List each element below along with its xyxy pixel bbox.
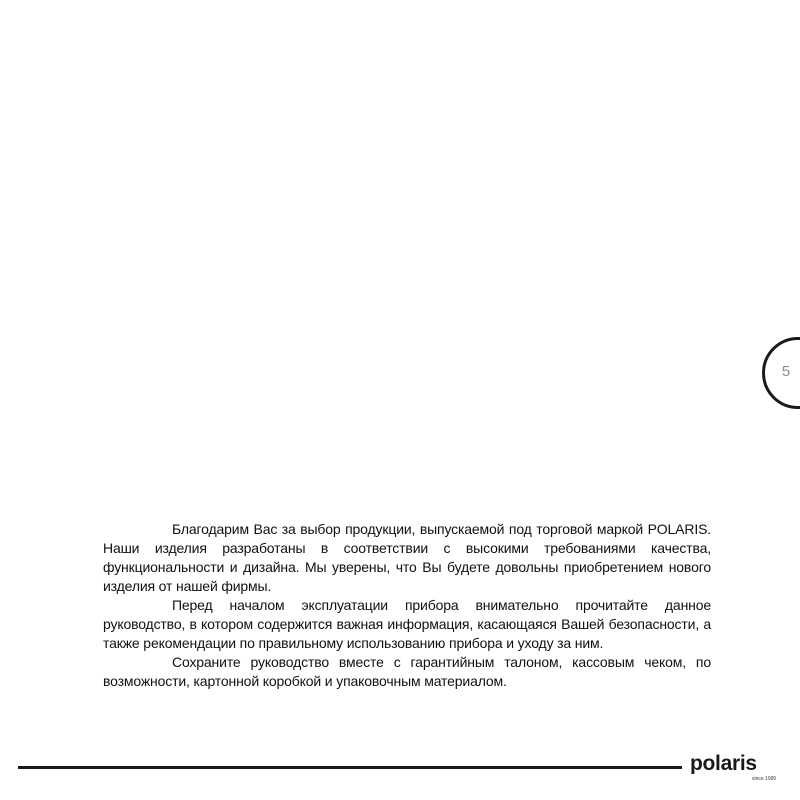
intro-paragraph-read-manual: Перед началом эксплуатации прибора внимательно прочитайте данное руководство, в котором содержится важная информация, касающаяся Вашей безопасности, а также рекомендации по правильному использованию прибора и уходу за ним. [103,597,711,651]
intro-text [103,520,711,691]
polaris-logo [690,752,782,774]
intro-paragraph-thanks: Благодарим Вас за выбор продукции, выпускаемой под торговой маркой POLARIS. Наши изделия разработаны в соответствии с высокими требованиями качества, функциональности и дизайна. Мы уверены, что Вы будете довольны приобретением нового изделия от нашей фирмы. [103,521,711,594]
page-number: 5 [781,363,791,380]
intro-paragraph-keep-manual: Сохраните руководство вместе с гарантийным талоном, кассовым чеком, по возможности, картонной коробкой и упаковочным материалом. [103,654,711,689]
logo-tagline: since 1995 [752,776,777,782]
polaris-logo-wordmark: polaris [690,752,757,774]
footer-divider [18,766,682,769]
